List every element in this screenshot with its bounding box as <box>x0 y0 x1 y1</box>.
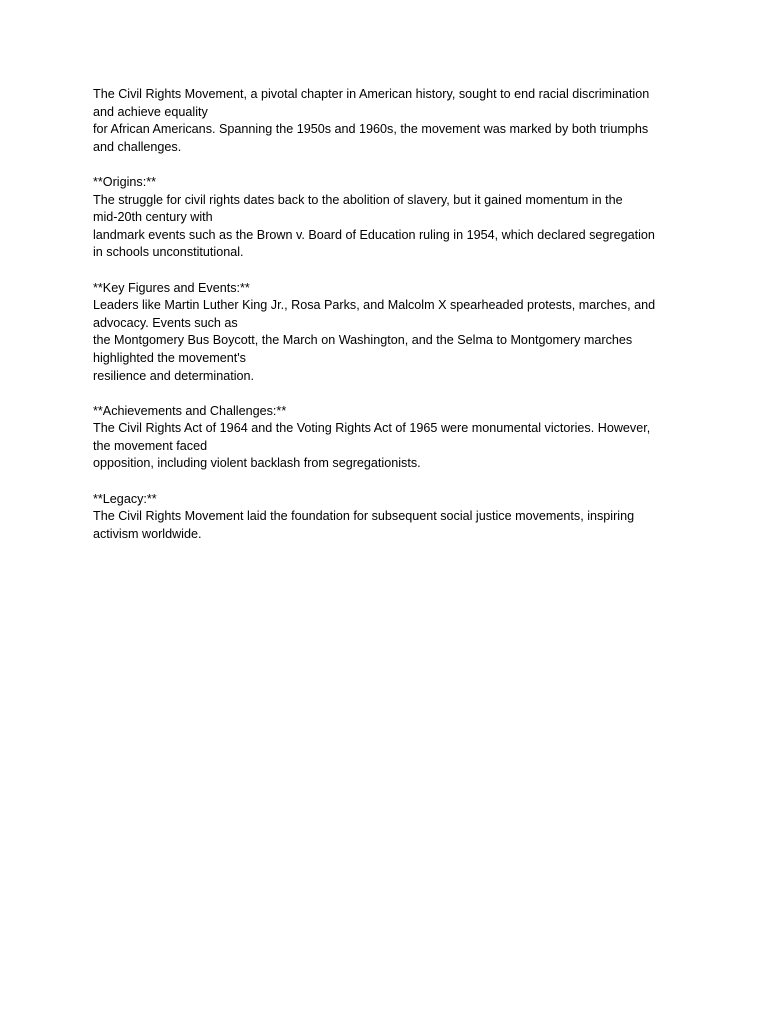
text-line: Leaders like Martin Luther King Jr., Rosa Parks, and Malcolm X spearheaded protests, marches, and <box>93 298 656 313</box>
blank-line <box>93 262 683 280</box>
text-line: opposition, including violent backlash from segregationists. <box>93 456 421 471</box>
text-line: the Montgomery Bus Boycott, the March on Washington, and the Selma to Montgomery marches <box>93 333 633 348</box>
text-line: mid-20th century with <box>93 210 213 225</box>
text-line: The Civil Rights Movement, a pivotal chapter in American history, sought to end racial discrimination <box>93 87 650 101</box>
section-heading-key-figures: **Key Figures and Events:** <box>93 280 250 295</box>
section-heading-origins: **Origins:** <box>93 174 156 189</box>
text-line: The struggle for civil rights dates back to the abolition of slavery, but it gained momentum in the <box>93 192 623 207</box>
blank-line <box>93 385 683 403</box>
text-line: activism worldwide. <box>93 526 202 541</box>
section-heading-achievements: **Achievements and Challenges:** <box>93 403 287 418</box>
blank-line <box>93 473 683 491</box>
text-line: The Civil Rights Movement laid the foundation for subsequent social justice movements, inspiring <box>93 509 635 524</box>
text-line: The Civil Rights Act of 1964 and the Voting Rights Act of 1965 were monumental victories. However, <box>93 421 651 436</box>
text-line: highlighted the movement's <box>93 350 246 365</box>
text-line: for African Americans. Spanning the 1950s and 1960s, the movement was marked by both triumphs <box>93 122 649 137</box>
text-line: advocacy. Events such as <box>93 315 238 330</box>
text-line: resilience and determination. <box>93 368 255 383</box>
text-line: and achieve equality <box>93 104 208 119</box>
text-line: landmark events such as the Brown v. Board of Education ruling in 1954, which declared segregation <box>93 227 655 242</box>
text-line: and challenges. <box>93 139 182 154</box>
document-body <box>93 86 683 543</box>
section-heading-legacy: **Legacy:** <box>93 491 157 506</box>
text-line: in schools unconstitutional. <box>93 245 244 260</box>
text-line: the movement faced <box>93 438 208 453</box>
blank-line <box>93 156 683 174</box>
